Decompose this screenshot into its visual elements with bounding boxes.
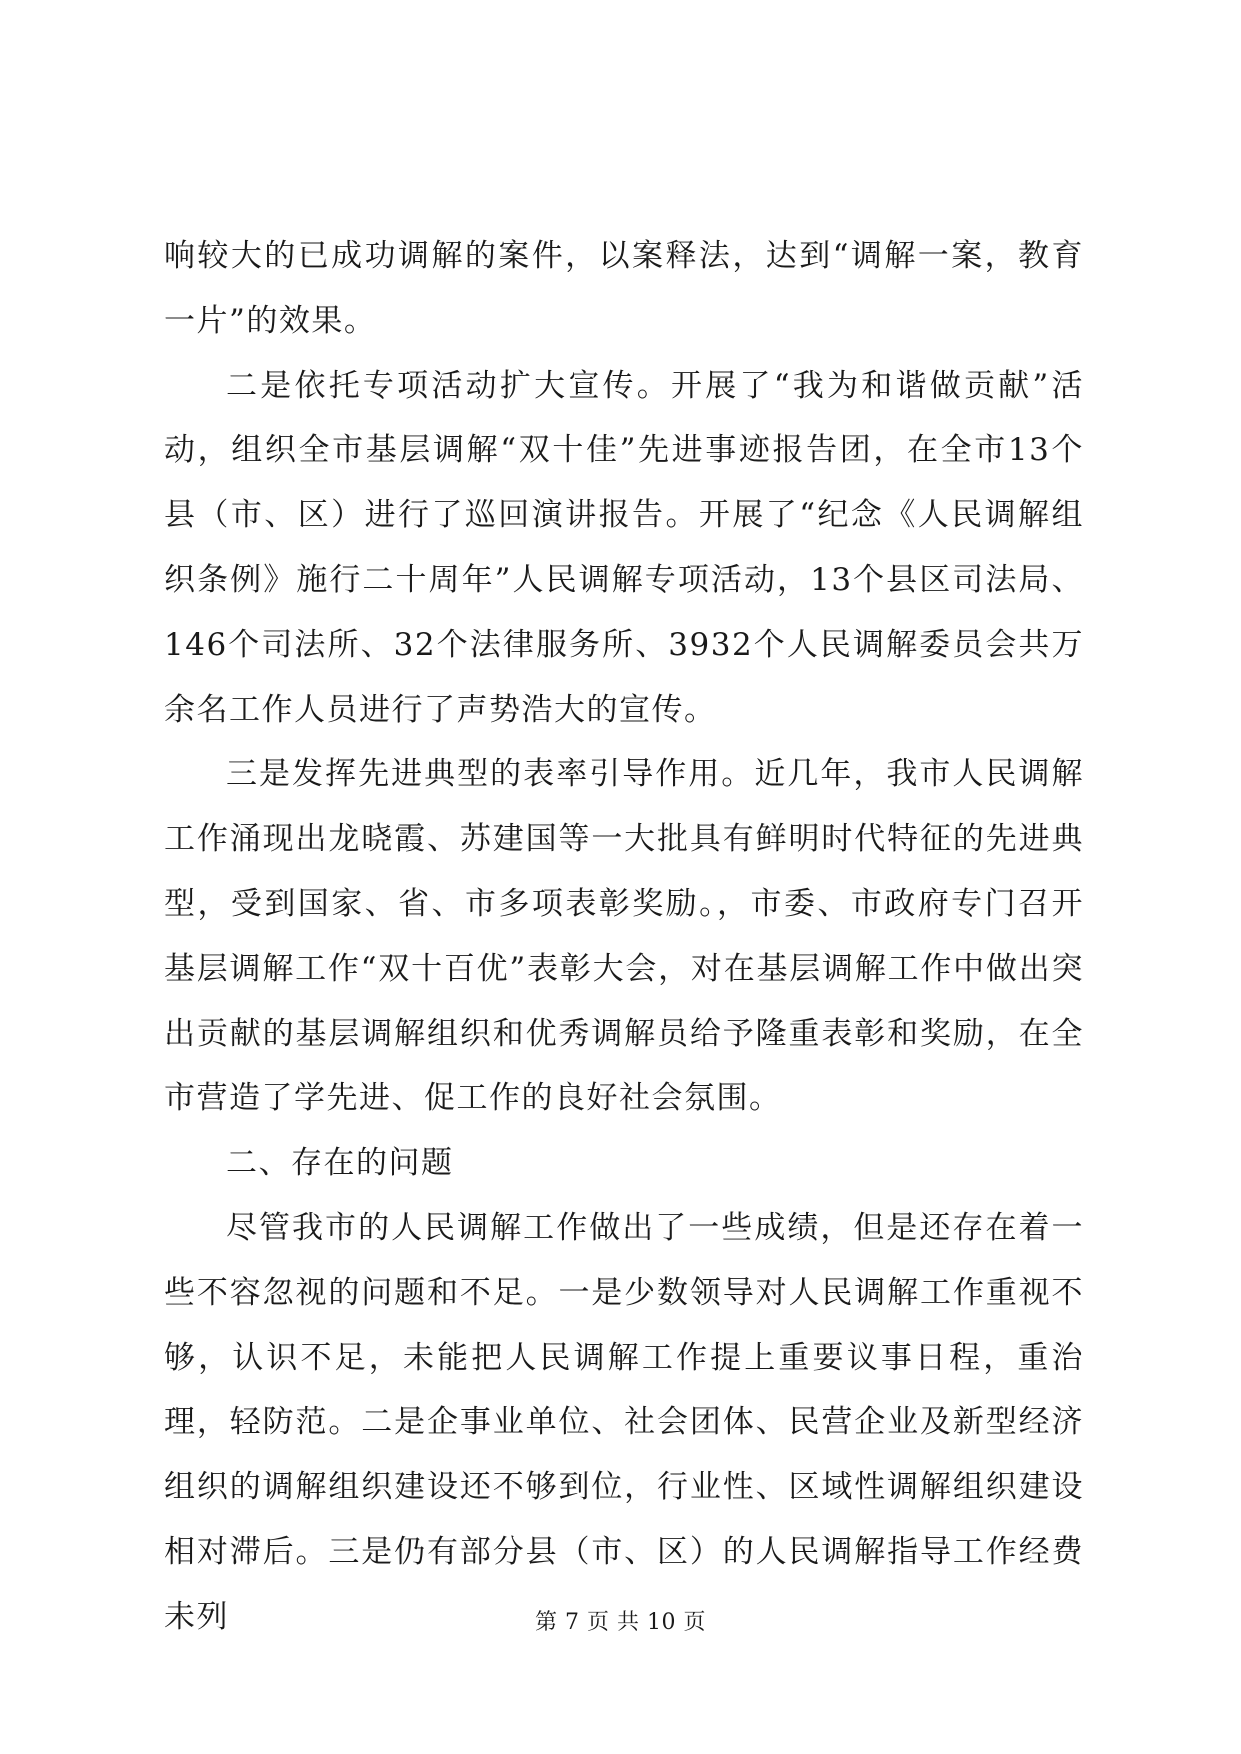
paragraph-continuation: 响较大的已成功调解的案件，以案释法，达到“调解一案，教育一片”的效果。: [164, 238, 1084, 339]
page-footer: 第 7 页 共 10 页: [535, 1610, 706, 1635]
section-heading-problems: 二、存在的问题: [226, 1145, 454, 1182]
paragraph-publicity-activities: 二是依托专项活动扩大宣传。开展了“我为和谐做贡献”活动，组织全市基层调解“双十佳”先进事迹报告团，在全市13个县（市、区）进行了巡回演讲报告。开展了“纪念《人民调解组织条例》施行二十周年”人民调解专项活动，13个县区司法局、146个司法所、32个法律服务所、3932个人民调解委员会共万余名工作人员进行了声势浩大的宣传。: [164, 367, 1084, 728]
paragraph-advanced-models: 三是发挥先进典型的表率引导作用。近几年，我市人民调解工作涌现出龙晓霞、苏建国等一大批具有鲜明时代特征的先进典型，受到国家、省、市多项表彰奖励。，市委、市政府专门召开基层调解工作“双十百优”表彰大会，对在基层调解工作中做出突出贡献的基层调解组织和优秀调解员给予隆重表彰和奖励，在全市营造了学先进、促工作的良好社会氛围。: [164, 756, 1084, 1117]
document-body: [164, 224, 1084, 1650]
paragraph-problems: 尽管我市的人民调解工作做出了一些成绩，但是还存在着一些不容忽视的问题和不足。一是少数领导对人民调解工作重视不够，认识不足，未能把人民调解工作提上重要议事日程，重治理，轻防范。二是企事业单位、社会团体、民营企业及新型经济组织的调解组织建设还不够到位，行业性、区域性调解组织建设相对滞后。三是仍有部分县（市、区）的人民调解指导工作经费未列: [164, 1209, 1084, 1635]
